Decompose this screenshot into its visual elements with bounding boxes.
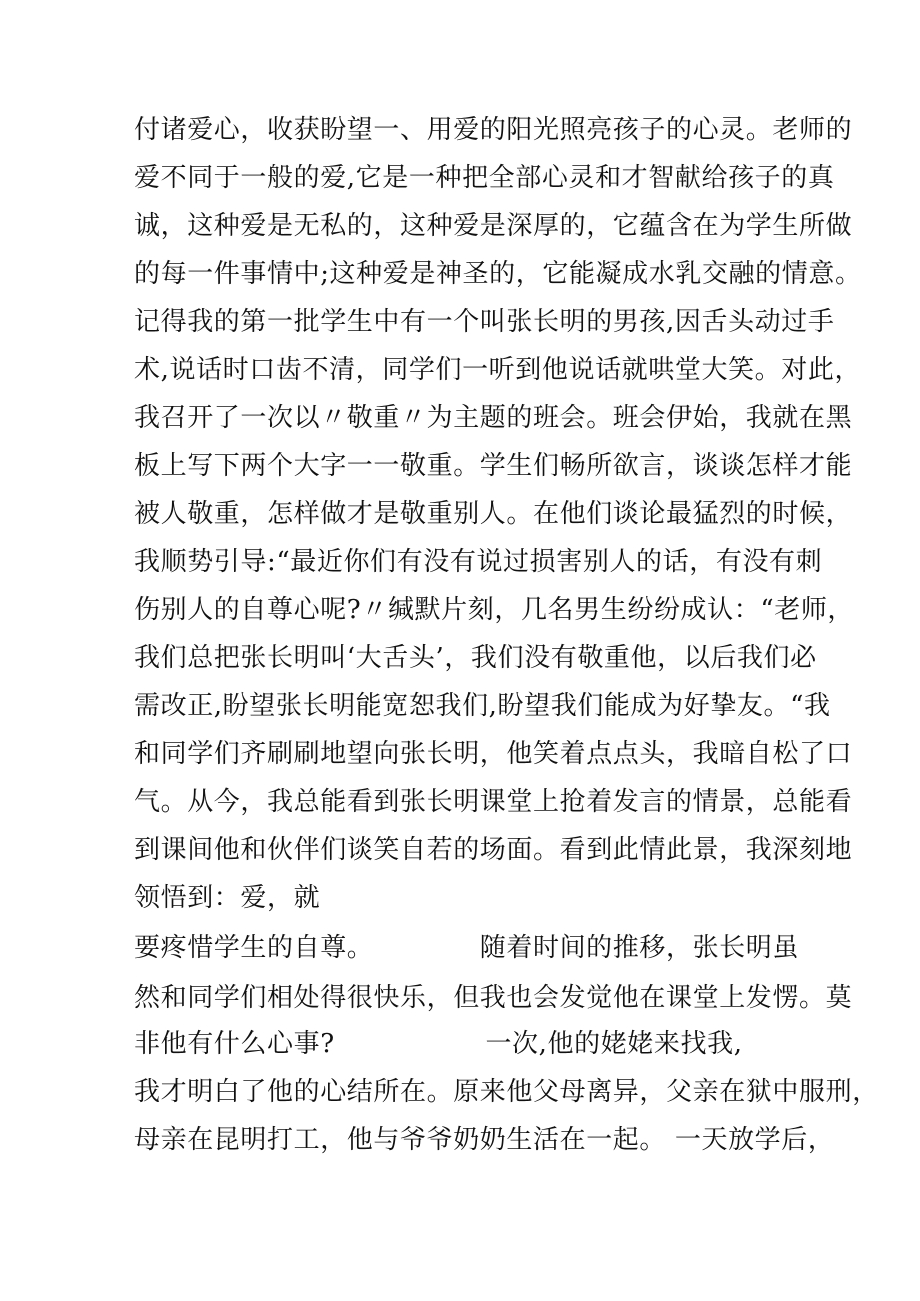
text-line: 到课间他和伙伴们谈笑自若的场面。看到此情此景，我深刻地 xyxy=(134,835,853,865)
text-line: 我顺势引导:“最近你们有没有说过损害别人的话，有没有刺 xyxy=(134,547,823,577)
text-line: 记得我的第一批学生中有一个叫张长明的男孩,因舌头动过手 xyxy=(134,307,835,337)
text-line: 要疼惜学生的自尊。 随着时间的推移，张长明虽 xyxy=(134,933,799,963)
text-line: 付诸爱心，收获盼望一、用爱的阳光照亮孩子的心灵。老师的 xyxy=(134,115,853,145)
text-line: 爱不同于一般的爱,它是一种把全部心灵和才智献给孩子的真 xyxy=(134,163,835,193)
text-line: 需改正,盼望张长明能宽恕我们,盼望我们能成为好挚友。“我 xyxy=(134,691,831,721)
text-line: 被人敬重，怎样做才是敬重别人。在他们谈论最猛烈的时候， xyxy=(134,499,853,529)
text-line: 术,说话时口齿不清，同学们一听到他说话就哄堂大笑。对此， xyxy=(134,355,862,385)
text-line: 然和同学们相处得很快乐，但我也会发觉他在课堂上发愣。莫 xyxy=(134,983,853,1013)
text-line: 气。从今，我总能看到张长明课堂上抢着发言的情景，总能看 xyxy=(134,787,853,817)
text-line: 领悟到：爱，就 xyxy=(134,883,321,913)
text-line: 母亲在昆明打工，他与爷爷奶奶生活在一起。 一天放学后， xyxy=(134,1125,835,1155)
text-line: 我们总把张长明叫‘大舌头’，我们没有敬重他，以后我们必 xyxy=(134,643,817,673)
text-line: 的每一件事情中;这种爱是神圣的，它能凝成水乳交融的情意。 xyxy=(134,259,862,289)
text-line: 非他有什么心事? 一次,他的姥姥来找我, xyxy=(134,1029,743,1059)
text-line: 我才明白了他的心结所在。原来他父母离异，父亲在狱中服刑， xyxy=(134,1077,879,1107)
text-line: 诚，这种爱是无私的，这种爱是深厚的，它蕴含在为学生所做 xyxy=(134,211,853,241)
text-line: 伤别人的自尊心呢?〃缄默片刻，几名男生纷纷成认：“老师， xyxy=(134,595,855,625)
text-line: 我召开了一次以〃敬重〃为主题的班会。班会伊始，我就在黑 xyxy=(134,403,853,433)
text-line: 和同学们齐刷刷地望向张长明，他笑着点点头，我暗自松了口 xyxy=(134,739,853,769)
text-line: 板上写下两个大字一一敬重。学生们畅所欲言，谈谈怎样才能 xyxy=(134,451,853,481)
